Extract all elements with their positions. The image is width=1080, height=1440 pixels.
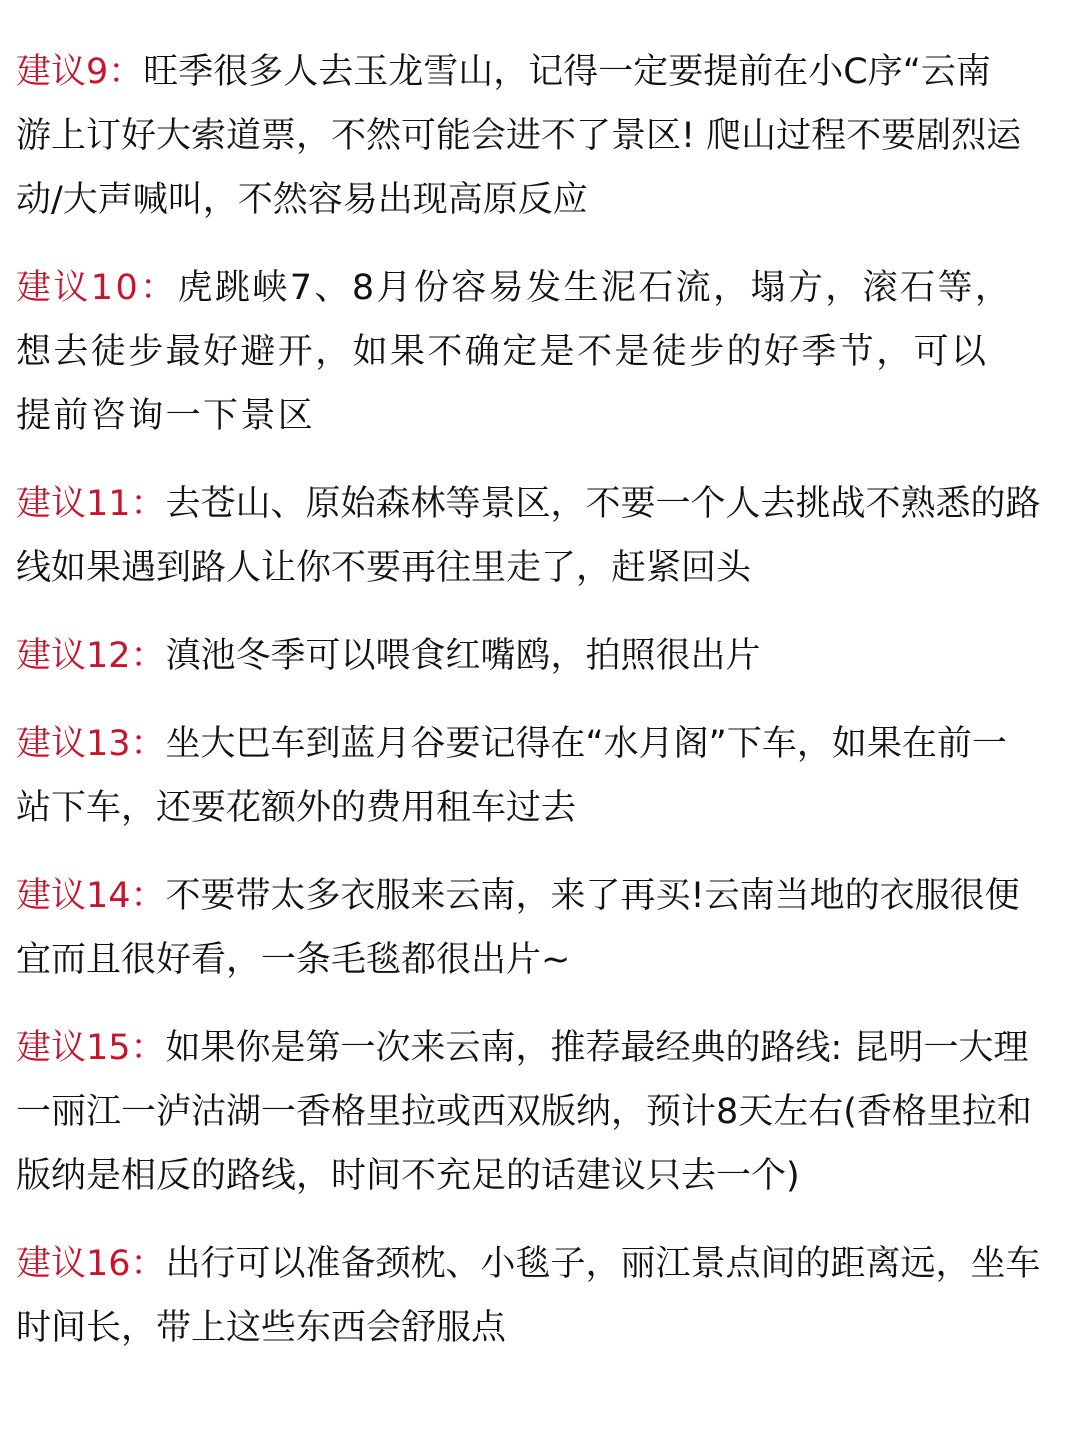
tip-text: 不要带太多衣服来云南，来了再买!云南当地的衣服很便 — [165, 876, 1020, 916]
tip-label: 建议13： — [16, 724, 166, 764]
tip-14 — [16, 864, 1068, 992]
tip-10 — [16, 256, 1068, 448]
tip-label: 建议10： — [16, 268, 178, 308]
tip-line: 站下车，还要花额外的费用租车过去 — [16, 788, 577, 828]
tip-label: 建议15： — [16, 1028, 166, 1068]
tip-line: 宜而且很好看，一条毛毯都很出片~ — [16, 940, 571, 980]
tip-line: 提前咨询一下景区 — [16, 396, 316, 436]
tip-label: 建议9： — [16, 52, 144, 92]
tip-line — [16, 712, 1068, 776]
tip-12 — [16, 624, 1068, 688]
tip-line: 时间长，带上这些东西会舒服点 — [16, 1308, 507, 1348]
tip-line — [16, 256, 1068, 320]
tip-line — [16, 624, 1068, 688]
tip-text: 如果你是第一次来云南，推荐最经典的路线: 昆明一大理 — [165, 1028, 1029, 1068]
tip-line — [16, 1016, 1068, 1080]
tip-line: 游上订好大索道票，不然可能会进不了景区! 爬山过程不要剧烈运 — [16, 116, 1022, 156]
tip-9 — [16, 40, 1068, 232]
tip-text: 滇池冬季可以喂食红嘴鸥，拍照很出片 — [165, 636, 761, 676]
tip-line — [16, 864, 1068, 928]
tip-label: 建议12： — [16, 636, 166, 676]
tip-line — [16, 40, 1068, 104]
tip-line: 线如果遇到路人让你不要再往里走了，赶紧回头 — [16, 548, 752, 588]
tip-label: 建议14： — [16, 876, 166, 916]
tip-line: 想去徒步最好避开，如果不确定是不是徒步的好季节，可以 — [16, 332, 989, 372]
tip-line: 版纳是相反的路线，时间不充足的话建议只去一个) — [16, 1156, 800, 1196]
tip-text: 旺季很多人去玉龙雪山，记得一定要提前在小C序“云南 — [143, 52, 991, 92]
tip-label: 建议16： — [16, 1244, 166, 1284]
tip-text: 虎跳峡7、8月份容易发生泥石流，塌方，滚石等， — [177, 268, 1013, 308]
tip-text: 出行可以准备颈枕、小毯子，丽江景点间的距离远，坐车 — [165, 1244, 1041, 1284]
tip-13 — [16, 712, 1068, 840]
tip-11 — [16, 472, 1068, 600]
tip-text: 坐大巴车到蓝月谷要记得在“水月阁”下车，如果在前一 — [165, 724, 1007, 764]
tip-15 — [16, 1016, 1068, 1208]
tip-line: 一丽江一泸沽湖一香格里拉或西双版纳，预计8天左右(香格里拉和 — [16, 1092, 1032, 1132]
tip-text: 去苍山、原始森林等景区，不要一个人去挑战不熟悉的路 — [165, 484, 1041, 524]
tip-16 — [16, 1232, 1068, 1360]
tips-list — [16, 40, 1068, 1384]
tip-line — [16, 1232, 1068, 1296]
tip-line — [16, 472, 1068, 536]
tip-line: 动/大声喊叫，不然容易出现高原反应 — [16, 180, 588, 220]
tip-label: 建议11： — [16, 484, 166, 524]
